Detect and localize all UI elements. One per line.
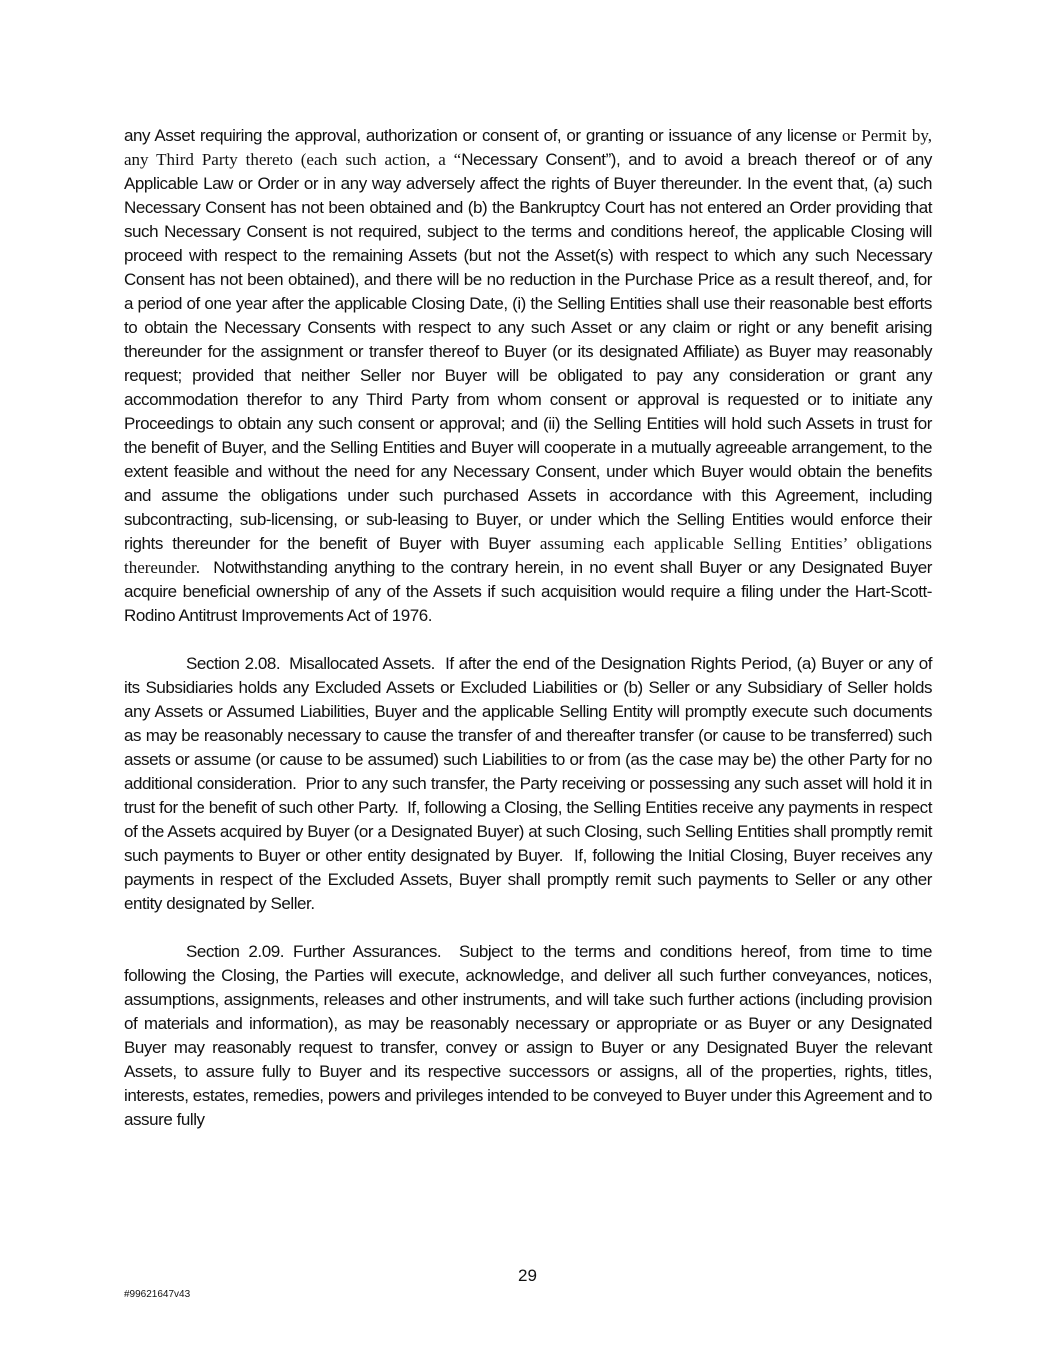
section-2-08-paragraph	[124, 652, 932, 916]
text-segment: Notwithstanding anything to the contrary herein, in no event shall Buyer or any Designated Buyer acquire beneficial ownership of any of the Assets if such acquisition would require a filing under the Hart-Scott-Rodino Antitrust Improvements Act of 1976.	[124, 558, 932, 625]
page-number: 29	[518, 1266, 537, 1285]
paragraph-continuation	[124, 124, 932, 628]
text-segment: ”), and to avoid a breach thereof or of any Applicable Law or Order or in any way adversely affect the rights of Buyer thereunder. In the event that, (a) such Necessary Consent has not been obtained and (b) the Bankruptcy Court has not entered an Order providing that such Necessary Consent is not required, subject to the terms and conditions hereof, the applicable Closing will proceed with respect to the remaining Assets (but not the Asset(s) with respect to which any such Necessary Consent has not been obtained), and there will be no reduction in the Purchase Price as a result thereof, and, for a period of one year after the applicable Closing Date, (i) the Selling Entities shall use their reasonable best efforts to obtain the Necessary Consents with respect to any such Asset or any claim or right or any benefit arising thereunder for the assignment or transfer thereof to Buyer (or its designated Affiliate) as Buyer may reasonably request; provided that neither Seller nor Buyer will be obligated to pay any consideration or grant any accommodation therefor to any Third Party from whom consent or approval is requested or to initiate any Proceedings to obtain any such consent or approval; and (ii) the Selling Entities will hold such Assets in trust for the benefit of Buyer, and the Selling Entities and Buyer will cooperate in a mutually agreeable arrangement, to the extent feasible and without the need for any Necessary Consent, under which Buyer would obtain the benefits and assume the obligations under such purchased Assets in accordance with this Agreement, including subcontracting, sub-licensing, or sub-leasing to Buyer, or under which the Selling Entities would enforce their rights thereunder for the benefit of Buyer with Buyer	[124, 150, 932, 553]
section-body: Subject to the terms and conditions hereof, from time to time following the Closing, the Parties will execute, acknowledge, and deliver all such further conveyances, notices, assumptions, assignments, releases and other instruments, and will take such further actions (including provision of materials and information), as may be reasonably necessary or appropriate or as Buyer or any Designated Buyer may reasonably request to transfer, convey or assign to Buyer or any Designated Buyer the relevant Assets, to assure fully to Buyer and its respective successors or assigns, all of the properties, rights, titles, interests, estates, remedies, powers and privileges intended to be conveyed to Buyer under this Agreement and to assure fully	[124, 942, 933, 1129]
section-title: Misallocated Assets.	[289, 654, 435, 673]
section-2-09-paragraph	[124, 940, 932, 1132]
text-segment-serif: assuming each applicable Selling Entities’ obligations thereunder.	[124, 534, 932, 577]
section-number: Section 2.09.	[186, 942, 284, 961]
section-title: Further Assurances.	[293, 942, 442, 961]
text-segment: any Asset requiring the approval, authorization or consent of, or granting or issuance of any license	[124, 126, 842, 145]
defined-term-necessary-consent: Necessary Consent	[461, 150, 606, 169]
document-id: #99621647v43	[124, 1289, 191, 1300]
text-segment-serif: or Permit by, any Third Party thereto (each such action, a “	[124, 126, 932, 169]
section-number: Section 2.08.	[186, 654, 281, 673]
document-page	[124, 124, 932, 1132]
section-body: If after the end of the Designation Rights Period, (a) Buyer or any of its Subsidiaries holds any Excluded Assets or Excluded Liabilities or (b) Seller or any Subsidiary of Seller holds any Assets or Assumed Liabilities, Buyer and the applicable Selling Entity will promptly execute such documents as may be reasonably necessary to cause the transfer of and thereafter transfer (or cause to be transferred) such assets or assume (or cause to be assumed) such Liabilities to or from (as the case may be) the other Party for no additional consideration. Prior to any such transfer, the Party receiving or possessing any such asset will hold it in trust for the benefit of such other Party. If, following a Closing, the Selling Entities receive any payments in respect of the Assets acquired by Buyer (or a Designated Buyer) at such Closing, such Selling Entities shall promptly remit such payments to Buyer or other entity designated by Buyer. If, following the Initial Closing, Buyer receives any payments in respect of the Excluded Assets, Buyer shall promptly remit such payments to Seller or any other entity designated by Seller.	[124, 654, 933, 913]
